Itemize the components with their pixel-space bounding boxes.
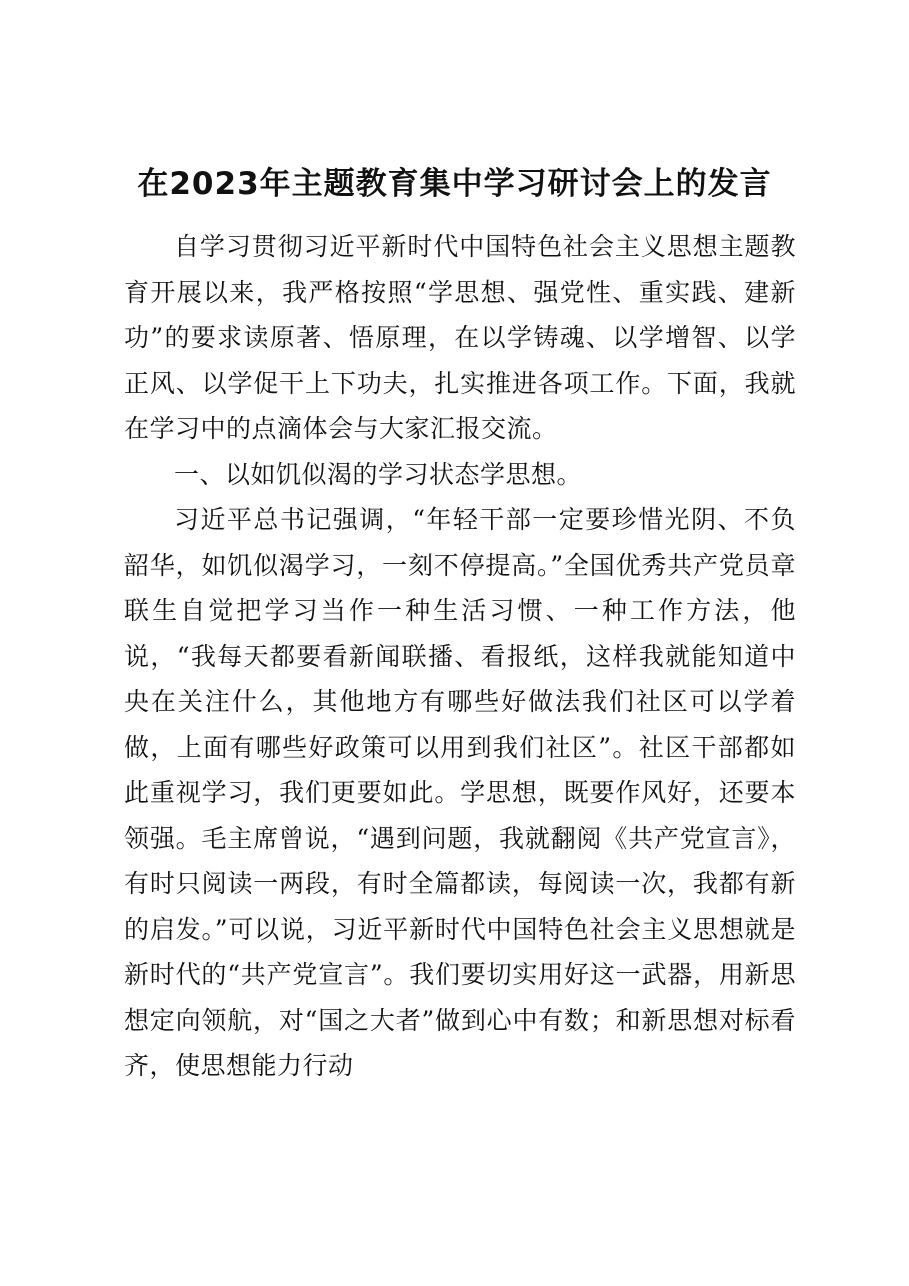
paragraph-section-1: 习近平总书记强调，“年轻干部一定要珍惜光阴、不负韶华，如饥似渴学习，一刻不停提高。”全国优秀共产党员章联生自觉把学习当作一种生活习惯、一种工作方法，他说，“我每天都要看新闻联播、看报纸，这样我就能知道中央在关注什么，其他地方有哪些好做法我们社区可以学着做，上面有哪些好政策可以用到我们社区”。社区干部都如此重视学习，我们更要如此。学思想，既要作风好，还要本领强。毛主席曾说，“遇到问题，我就翻阅《共产党宣言》，有时只阅读一两段，有时全篇都读，每阅读一次，我都有新的启发。”可以说，习近平新时代中国特色社会主义思想就是新时代的“共产党宣言”。我们要切实用好这一武器，用新思想定向领航，对“国之大者”做到心中有数；和新思想对标看齐，使思想能力行动 <box>124 505 796 1080</box>
paragraph-intro: 自学习贯彻习近平新时代中国特色社会主义思想主题教育开展以来，我严格按照“学思想、强党性、重实践、建新功”的要求读原著、悟原理，在以学铸魂、以学增智、以学正风、以学促干上下功夫，扎实推进各项工作。下面，我就在学习中的点滴体会与大家汇报交流。 <box>124 232 796 443</box>
document-body <box>124 224 796 1089</box>
document-title: 在2023年主题教育集中学习研讨会上的发言 <box>137 166 772 202</box>
section-heading-1: 一、以如饥似渴的学习状态学思想。 <box>174 459 583 489</box>
